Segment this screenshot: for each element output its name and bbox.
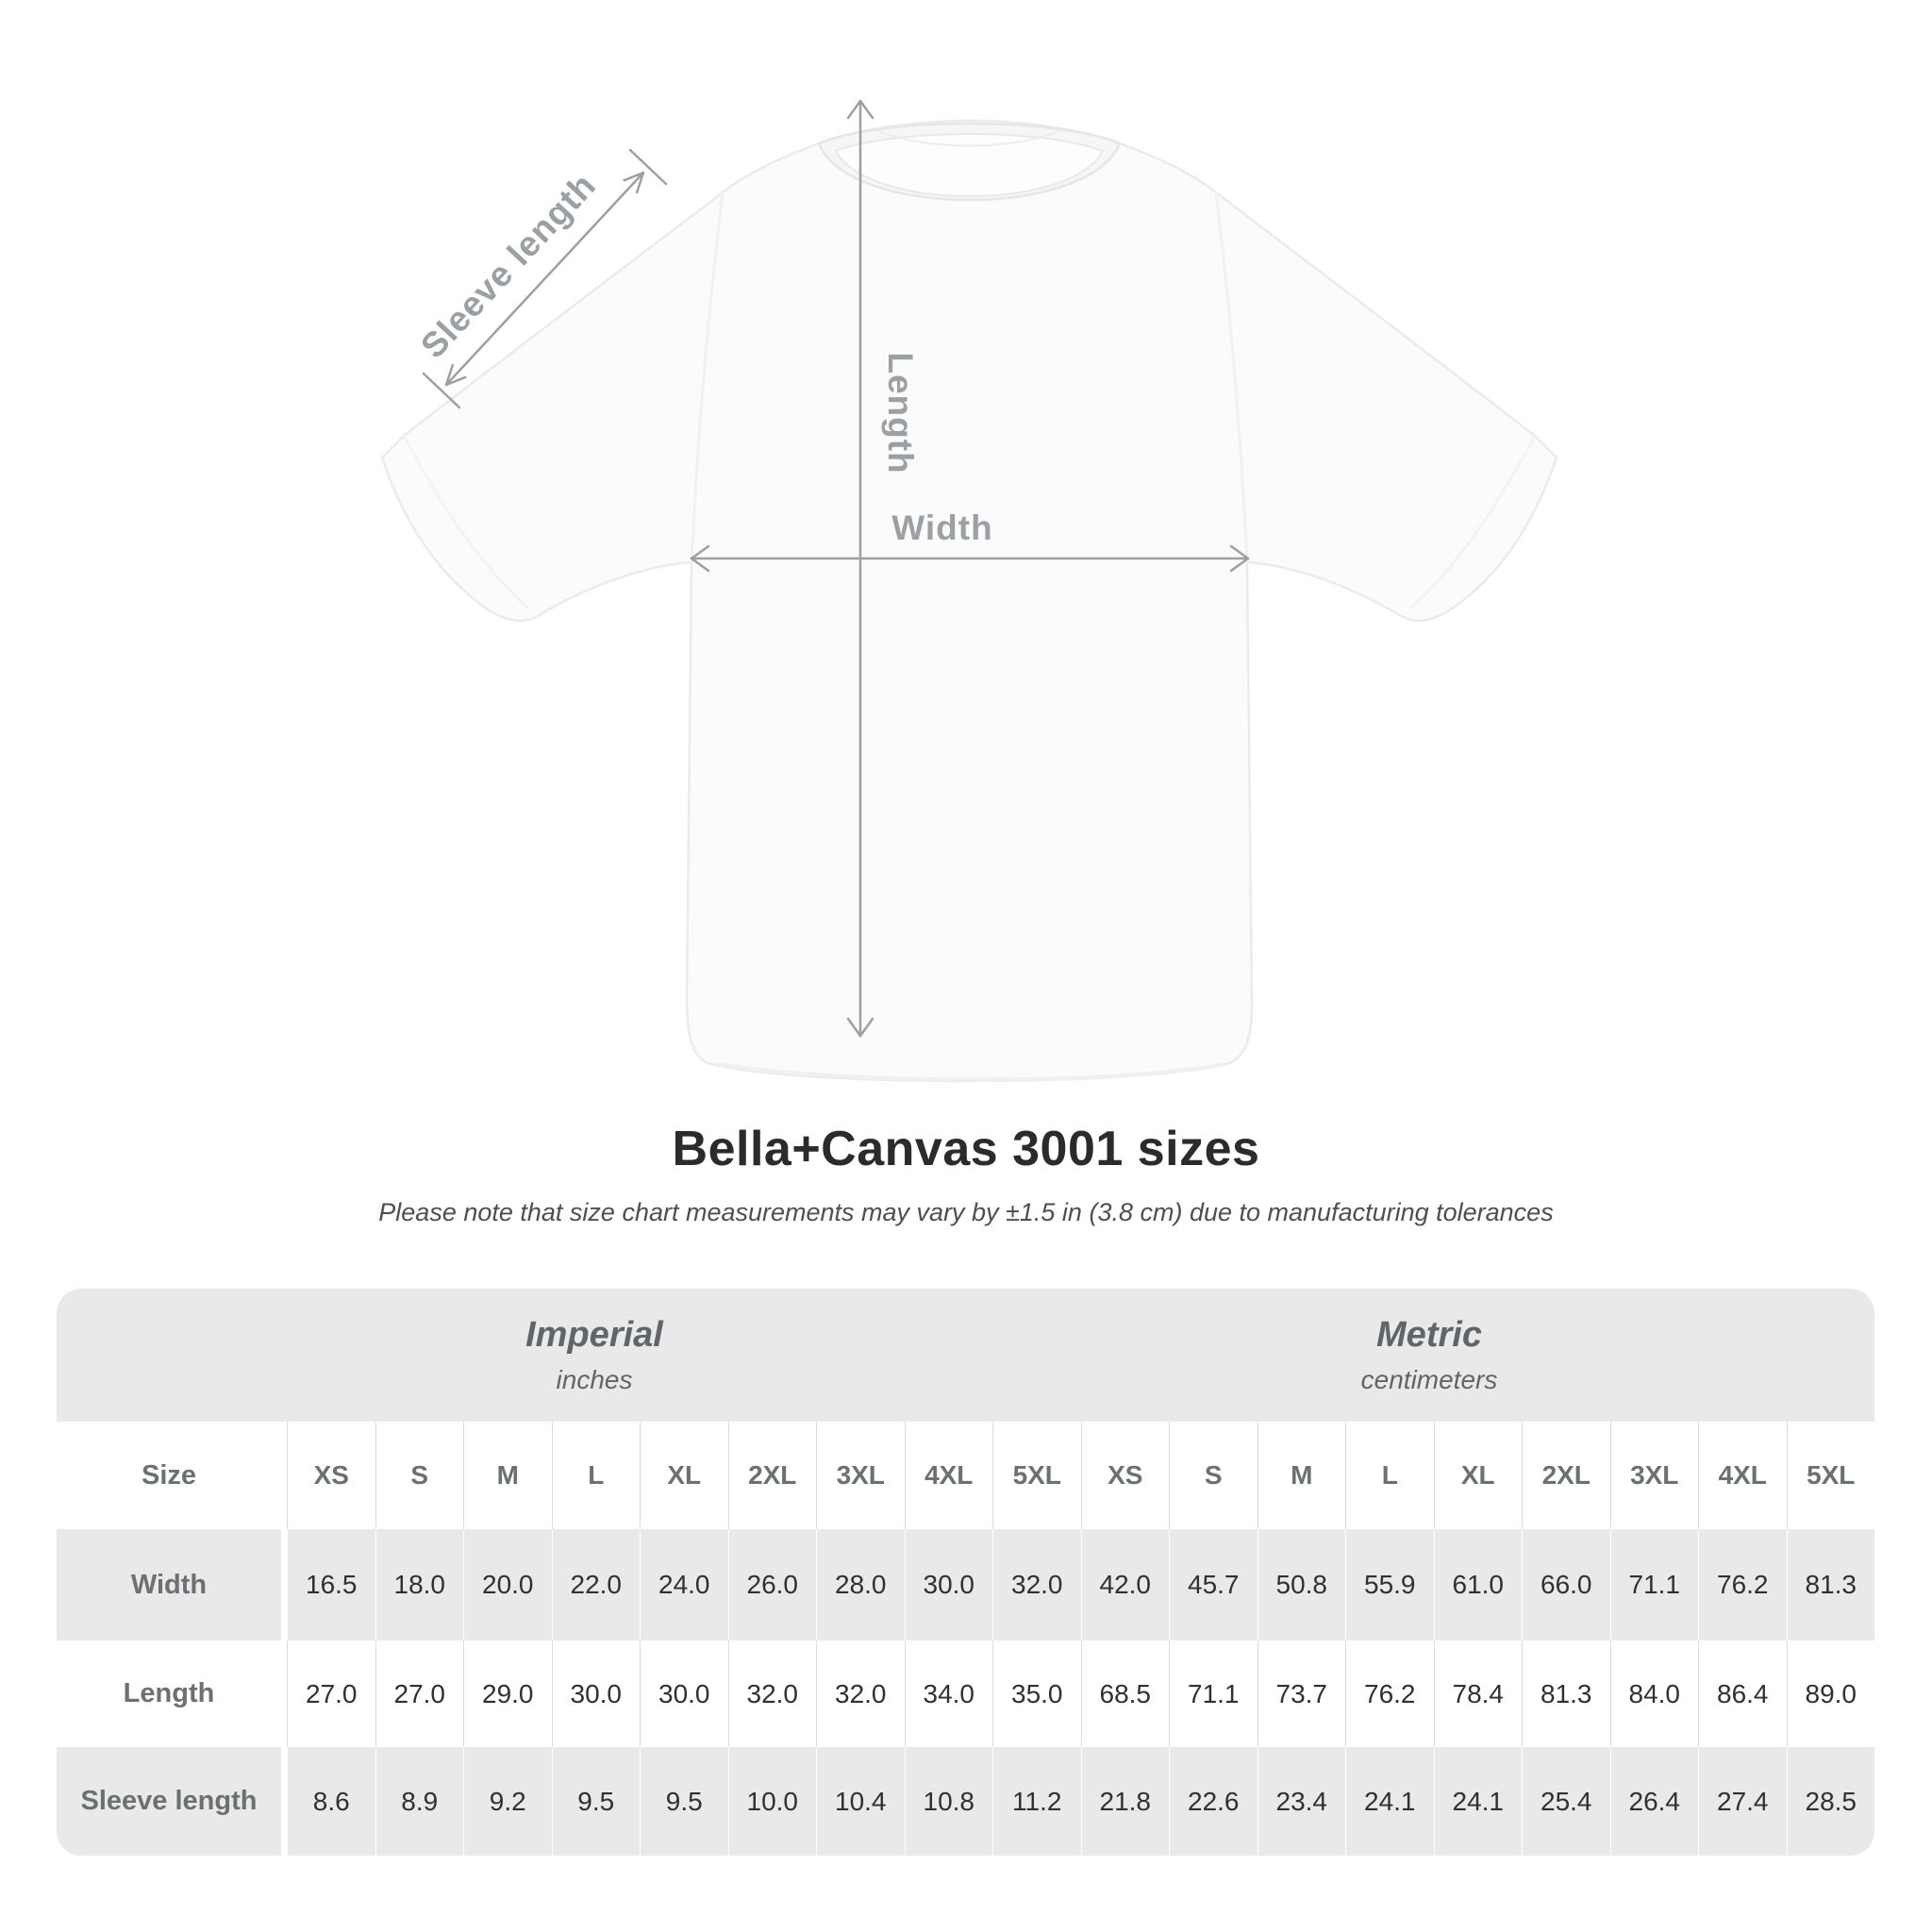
size-cell: 5XL <box>1787 1422 1875 1529</box>
value-cell: 30.0 <box>552 1641 641 1747</box>
value-cell: 9.5 <box>552 1747 641 1856</box>
value-cell: 28.0 <box>816 1529 905 1641</box>
size-cell: 4XL <box>905 1422 993 1529</box>
value-cell: 23.4 <box>1257 1747 1346 1856</box>
length-row <box>57 1641 1874 1747</box>
value-cell: 34.0 <box>905 1641 993 1747</box>
page-title: Bella+Canvas 3001 sizes <box>672 1122 1260 1176</box>
size-cell: L <box>1345 1422 1434 1529</box>
size-cell: 5XL <box>992 1422 1081 1529</box>
length-label: Length <box>881 352 920 475</box>
row-label-length: Length <box>57 1641 287 1747</box>
value-cell: 27.0 <box>375 1641 464 1747</box>
size-cell: M <box>1257 1422 1346 1529</box>
size-cell: 4XL <box>1698 1422 1787 1529</box>
value-cell: 76.2 <box>1345 1641 1434 1747</box>
value-cell: 10.4 <box>816 1747 905 1856</box>
size-cell: S <box>1169 1422 1257 1529</box>
value-cell: 16.5 <box>287 1529 375 1641</box>
value-cell: 66.0 <box>1522 1529 1610 1641</box>
value-cell: 86.4 <box>1698 1641 1787 1747</box>
value-cell: 45.7 <box>1169 1529 1257 1641</box>
size-cell: 3XL <box>1610 1422 1699 1529</box>
unit-band <box>57 1289 1874 1422</box>
value-cell: 30.0 <box>640 1641 728 1747</box>
size-header-row <box>57 1422 1874 1529</box>
value-cell: 26.0 <box>728 1529 817 1641</box>
size-cell: M <box>463 1422 552 1529</box>
value-cell: 81.3 <box>1787 1529 1875 1641</box>
width-row <box>57 1529 1874 1641</box>
value-cell: 18.0 <box>375 1529 464 1641</box>
width-label: Width <box>891 508 993 547</box>
imperial-unit: inches <box>556 1365 633 1394</box>
value-cell: 9.2 <box>463 1747 552 1856</box>
size-cell: XL <box>1434 1422 1523 1529</box>
value-cell: 8.6 <box>287 1747 375 1856</box>
value-cell: 27.4 <box>1698 1747 1787 1856</box>
value-cell: 22.0 <box>552 1529 641 1641</box>
value-cell: 78.4 <box>1434 1641 1523 1747</box>
value-cell: 35.0 <box>992 1641 1081 1747</box>
sleeve-length-label: Sleeve length <box>413 165 604 366</box>
value-cell: 50.8 <box>1257 1529 1346 1641</box>
size-cell: S <box>375 1422 464 1529</box>
value-cell: 20.0 <box>463 1529 552 1641</box>
value-cell: 21.8 <box>1081 1747 1170 1856</box>
value-cell: 24.1 <box>1345 1747 1434 1856</box>
value-cell: 73.7 <box>1257 1641 1346 1747</box>
size-cell: 2XL <box>728 1422 817 1529</box>
metric-label: Metric <box>1376 1315 1482 1355</box>
value-cell: 22.6 <box>1169 1747 1257 1856</box>
size-cell: XS <box>1081 1422 1170 1529</box>
size-row-label: Size <box>57 1422 287 1529</box>
value-cell: 42.0 <box>1081 1529 1170 1641</box>
value-cell: 61.0 <box>1434 1529 1523 1641</box>
metric-unit: centimeters <box>1360 1365 1498 1394</box>
value-cell: 26.4 <box>1610 1747 1699 1856</box>
value-cell: 27.0 <box>287 1641 375 1747</box>
value-cell: 11.2 <box>992 1747 1081 1856</box>
size-cell: L <box>552 1422 641 1529</box>
value-cell: 81.3 <box>1522 1641 1610 1747</box>
value-cell: 71.1 <box>1610 1529 1699 1641</box>
value-cell: 10.8 <box>905 1747 993 1856</box>
value-cell: 30.0 <box>905 1529 993 1641</box>
value-cell: 24.1 <box>1434 1747 1523 1856</box>
value-cell: 68.5 <box>1081 1641 1170 1747</box>
value-cell: 89.0 <box>1787 1641 1875 1747</box>
size-cell: 2XL <box>1522 1422 1610 1529</box>
value-cell: 10.0 <box>728 1747 817 1856</box>
value-cell: 8.9 <box>375 1747 464 1856</box>
value-cell: 71.1 <box>1169 1641 1257 1747</box>
value-cell: 32.0 <box>728 1641 817 1747</box>
value-cell: 24.0 <box>640 1529 728 1641</box>
value-cell: 76.2 <box>1698 1529 1787 1641</box>
value-cell: 9.5 <box>640 1747 728 1856</box>
heading-block <box>0 1121 1932 1227</box>
size-cell: 3XL <box>816 1422 905 1529</box>
row-label-sleeve-length: Sleeve length <box>57 1747 287 1856</box>
value-cell: 28.5 <box>1787 1747 1875 1856</box>
value-cell: 55.9 <box>1345 1529 1434 1641</box>
tolerance-note: Please note that size chart measurements may vary by ±1.5 in (3.8 cm) due to manufacturing tolerances <box>378 1198 1554 1226</box>
value-cell: 25.4 <box>1522 1747 1610 1856</box>
value-cell: 32.0 <box>992 1529 1081 1641</box>
metric-group-header <box>958 1289 1874 1422</box>
value-cell: 29.0 <box>463 1641 552 1747</box>
row-label-width: Width <box>57 1529 287 1641</box>
size-cell: XL <box>640 1422 728 1529</box>
value-cell: 32.0 <box>816 1641 905 1747</box>
size-cell: XS <box>287 1422 375 1529</box>
sleeve-length-row <box>57 1747 1874 1856</box>
size-table <box>57 1289 1874 1856</box>
imperial-label: Imperial <box>525 1315 663 1355</box>
value-cell: 84.0 <box>1610 1641 1699 1747</box>
